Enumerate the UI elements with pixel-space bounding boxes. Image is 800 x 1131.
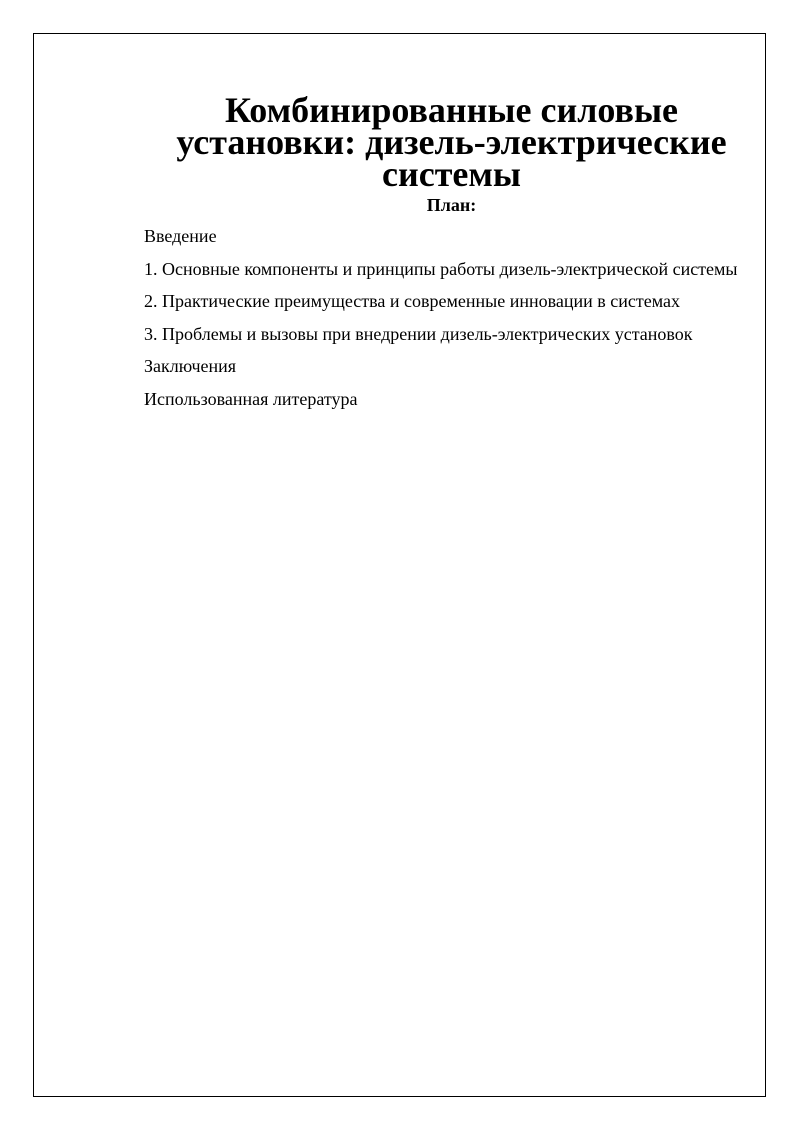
document-title [113, 90, 742, 194]
plan-heading: План: [426, 195, 477, 215]
toc-item-section-1: 1. Основные компоненты и принципы работы дизель-электрической системы [144, 258, 738, 279]
title-line-2: системы [382, 154, 521, 194]
toc-item-conclusions: Заключения [144, 356, 237, 376]
document-body [113, 90, 742, 415]
title-line-1: Комбинированные силовые установки: дизель-электрические [176, 90, 727, 162]
toc-item-references: Использованная литература [144, 388, 358, 409]
toc-item-section-2: 2. Практические преимущества и современные инновации в системах [144, 291, 681, 311]
toc-item-section-3: 3. Проблемы и вызовы при внедрении дизель-электрических установок [144, 323, 693, 344]
toc-item-introduction: Введение [144, 226, 217, 246]
table-of-contents [113, 220, 742, 415]
